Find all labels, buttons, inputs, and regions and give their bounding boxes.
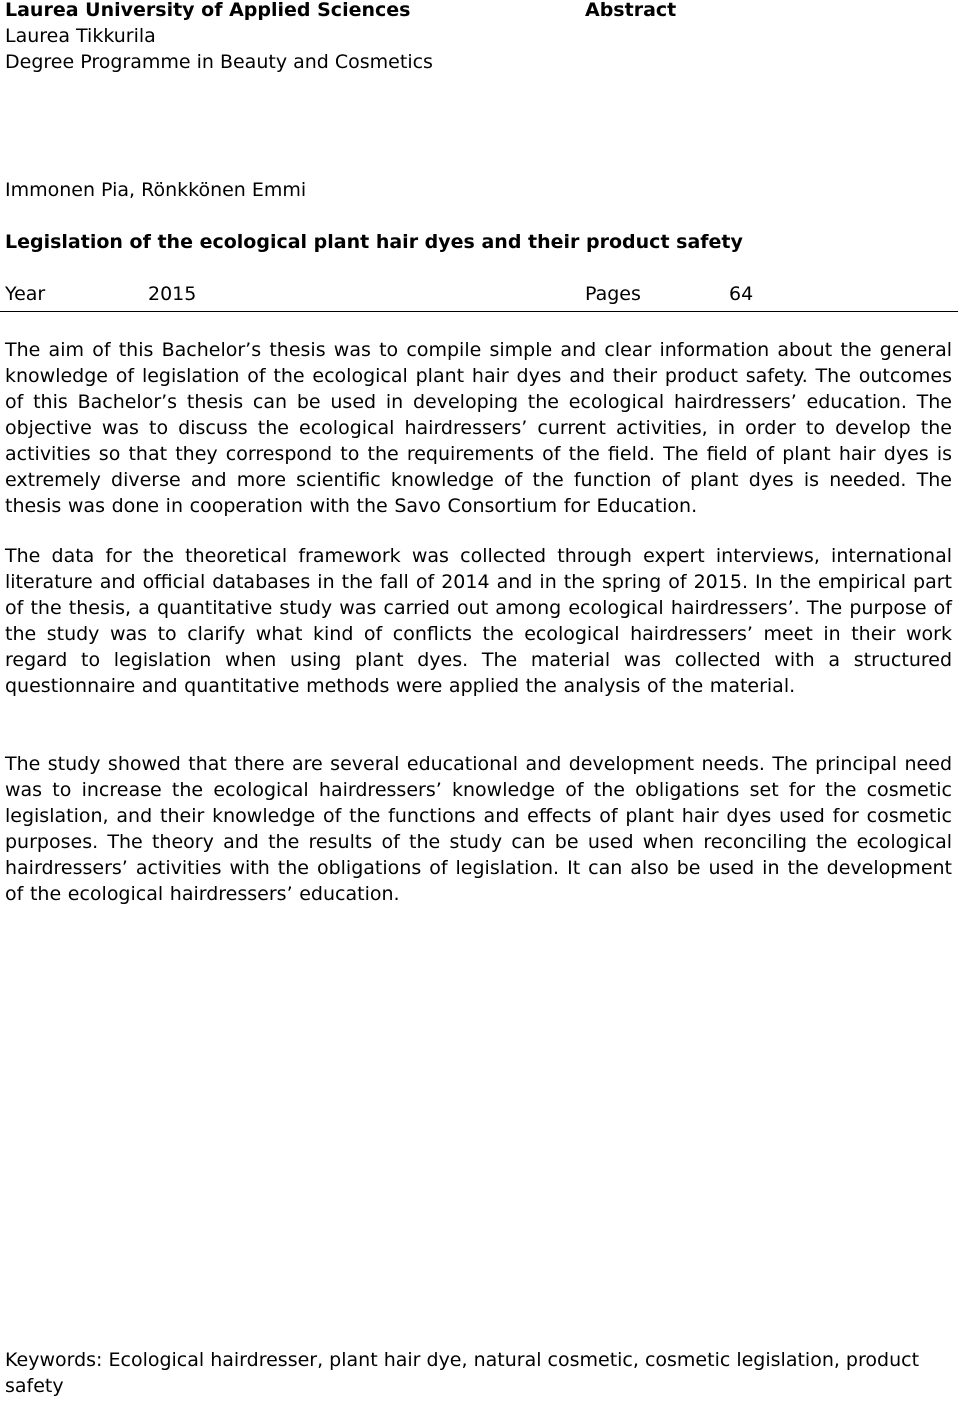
abstract-paragraph: The data for the theoretical framework was collected through expert interviews, international literature and official databases in the fall of 2014 and in the spring of 2015. In the empirical part of the thesis, a quantitative study was carried out among ecological hairdressers’. The purpose of the study was to clarify what kind of conflicts the ecological hairdressers’ meet in their work regard to legislation when using plant dyes. The material was collected with a structured questionnaire and quantitative methods were applied the analysis of the material.: [5, 545, 952, 697]
document-header: [5, 0, 433, 75]
year-value: 2015: [148, 283, 197, 305]
document-type: Abstract: [585, 0, 677, 21]
pages-value: 64: [729, 283, 754, 305]
abstract-paragraph: The aim of this Bachelor’s thesis was to compile simple and clear information about the general knowledge of legislation of the ecological plant hair dyes and their product safety. The outcomes of this Bachelor’s thesis can be used in developing the ecological hairdressers’ education. The objective was to discuss the ecological hairdressers’ current activities, in order to develop the activities so that they correspond to the requirements of the field. The field of plant hair dyes is extremely diverse and more scientific knowledge of the function of plant dyes is needed. The thesis was done in cooperation with the Savo Consortium for Education.: [5, 339, 952, 517]
abstract-paragraph: The study showed that there are several educational and development needs. The principal need was to increase the ecological hairdressers’ knowledge of the obligations set for the cosmetic legislation, and their knowledge of the functions and effects of plant hair dyes used for cosmetic purposes. The theory and the results of the study can be used when reconciling the ecological hairdressers’ activities with the obligations of legislation. It can also be used in the development of the ecological hairdressers’ education.: [5, 753, 952, 905]
campus-name: Laurea Tikkurila: [5, 25, 156, 47]
degree-programme: Degree Programme in Beauty and Cosmetics: [5, 51, 433, 73]
year-label: Year: [5, 283, 46, 305]
pages-label: Pages: [585, 283, 641, 305]
keywords: Keywords: Ecological hairdresser, plant hair dye, natural cosmetic, cosmetic legislation, product safety: [5, 1349, 920, 1397]
institution-name: Laurea University of Applied Sciences: [5, 0, 411, 21]
authors: Immonen Pia, Rönkkönen Emmi: [5, 179, 307, 201]
thesis-title: Legislation of the ecological plant hair dyes and their product safety: [5, 231, 743, 253]
meta-row: [0, 281, 958, 312]
